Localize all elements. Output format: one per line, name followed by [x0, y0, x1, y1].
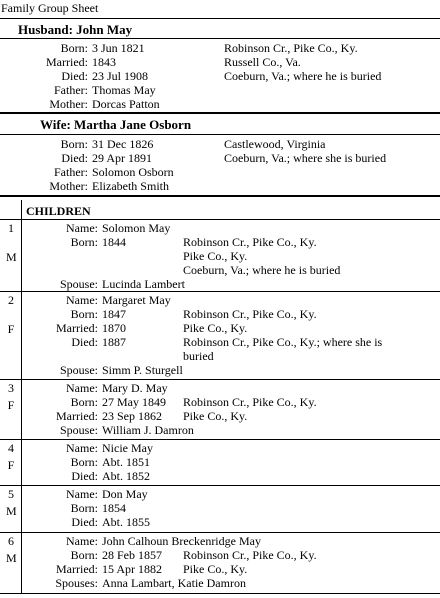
child-detail-place: Robinson Cr., Pike Co., Ky.	[183, 395, 317, 409]
child-detail-label: Born:	[70, 501, 98, 515]
wife-heading: Wife: Martha Jane Osborn	[40, 117, 192, 132]
child-sex: F	[7, 322, 15, 336]
child-detail-value: Nicie May	[102, 441, 153, 455]
child-detail-label: Spouse:	[59, 423, 98, 437]
detail-place: Russell Co., Va.	[224, 55, 301, 69]
child-detail-label: Born:	[70, 307, 98, 321]
divider	[0, 439, 440, 440]
child-detail-place: Pike Co., Ky.	[183, 321, 248, 335]
child-detail-value: Abt. 1855	[102, 515, 150, 529]
divider	[0, 485, 440, 486]
child-detail-value: 15 Apr 1882	[102, 562, 162, 576]
detail-value: Thomas May	[92, 83, 156, 97]
child-detail-place: Pike Co., Ky.	[183, 409, 248, 423]
detail-place: Coeburn, Va.; where she is buried	[224, 151, 387, 165]
child-detail-value: 1847	[102, 307, 126, 321]
child-detail-label: Died:	[71, 335, 98, 349]
child-detail-label: Married:	[56, 562, 98, 576]
child-detail-value: Anna Lambart, Katie Damron	[102, 576, 246, 590]
child-detail-value: Simm P. Sturgell	[102, 363, 183, 377]
child-detail-label: Name:	[66, 534, 98, 548]
child-detail-value: Abt. 1852	[102, 469, 150, 483]
child-detail-place: buried	[183, 349, 214, 363]
child-detail-value: Margaret May	[102, 293, 171, 307]
detail-label: Married:	[46, 55, 88, 69]
detail-value: Elizabeth Smith	[92, 179, 169, 193]
child-detail-label: Born:	[70, 455, 98, 469]
divider	[0, 532, 440, 533]
child-detail-label: Married:	[56, 409, 98, 423]
child-number: 2	[8, 293, 14, 307]
detail-label: Born:	[60, 41, 88, 55]
child-sex: M	[6, 551, 17, 565]
detail-place: Coeburn, Va.; where he is buried	[224, 69, 382, 83]
child-detail-place: Coeburn, Va.; where he is buried	[183, 263, 341, 277]
child-detail-label: Name:	[66, 487, 98, 501]
child-detail-label: Born:	[70, 395, 98, 409]
child-detail-label: Married:	[56, 321, 98, 335]
child-detail-label: Born:	[70, 235, 98, 249]
child-detail-value: 27 May 1849	[102, 395, 166, 409]
child-sex: M	[6, 504, 17, 518]
child-detail-place: Robinson Cr., Pike Co., Ky.	[183, 307, 317, 321]
child-detail-value: William J. Damron	[102, 423, 194, 437]
detail-value: Solomon Osborn	[92, 165, 174, 179]
child-number: 6	[8, 534, 14, 548]
divider	[0, 593, 440, 594]
child-sex: F	[7, 398, 15, 412]
divider	[0, 112, 440, 114]
child-detail-place: Robinson Cr., Pike Co., Ky.; where she is	[183, 335, 383, 349]
husband-heading: Husband: John May	[18, 22, 133, 37]
detail-label: Father:	[54, 83, 88, 97]
detail-value: 1843	[92, 55, 116, 69]
detail-place: Castlewood, Virginia	[224, 137, 326, 151]
detail-value: Dorcas Patton	[92, 97, 160, 111]
child-detail-value: Solomon May	[102, 221, 171, 235]
child-detail-place: Pike Co., Ky.	[183, 562, 248, 576]
detail-label: Died:	[61, 151, 88, 165]
child-detail-label: Died:	[71, 469, 98, 483]
child-detail-label: Name:	[66, 381, 98, 395]
child-number: 1	[8, 221, 14, 235]
detail-label: Father:	[54, 165, 88, 179]
divider	[0, 219, 440, 220]
child-detail-value: John Calhoun Breckenridge May	[102, 534, 261, 548]
child-detail-label: Spouse:	[59, 277, 98, 291]
child-detail-value: 28 Feb 1857	[102, 548, 162, 562]
detail-label: Died:	[61, 69, 88, 83]
child-detail-value: Lucinda Lambert	[102, 277, 185, 291]
child-number: 4	[8, 441, 14, 455]
child-detail-place: Pike Co., Ky.	[183, 249, 248, 263]
detail-value: 31 Dec 1826	[92, 137, 154, 151]
child-detail-value: 1887	[102, 335, 126, 349]
child-detail-label: Name:	[66, 221, 98, 235]
detail-value: 3 Jun 1821	[92, 41, 145, 55]
divider	[0, 379, 440, 380]
detail-label: Born:	[60, 137, 88, 151]
child-number: 5	[8, 487, 14, 501]
divider	[0, 195, 440, 197]
child-detail-value: 23 Sep 1862	[102, 409, 162, 423]
divider	[0, 291, 440, 292]
child-detail-value: Abt. 1851	[102, 455, 150, 469]
child-detail-value: 1854	[102, 501, 126, 515]
child-detail-value: Mary D. May	[102, 381, 168, 395]
detail-place: Robinson Cr., Pike Co., Ky.	[224, 41, 358, 55]
child-sex: F	[7, 458, 15, 472]
detail-label: Mother:	[49, 97, 88, 111]
divider	[0, 38, 440, 39]
child-detail-value: 1844	[102, 235, 126, 249]
child-detail-value: 1870	[102, 321, 126, 335]
detail-label: Mother:	[49, 179, 88, 193]
child-detail-label: Spouses:	[55, 576, 98, 590]
child-detail-value: Don May	[102, 487, 148, 501]
page-title: Family Group Sheet	[1, 1, 99, 15]
child-detail-label: Name:	[66, 293, 98, 307]
children-heading: CHILDREN	[26, 204, 91, 218]
child-number: 3	[8, 381, 14, 395]
child-detail-place: Robinson Cr., Pike Co., Ky.	[183, 235, 317, 249]
child-sex: M	[6, 250, 17, 264]
child-detail-label: Died:	[71, 515, 98, 529]
child-detail-label: Spouse:	[59, 363, 98, 377]
child-detail-place: Robinson Cr., Pike Co., Ky.	[183, 548, 317, 562]
detail-value: 29 Apr 1891	[92, 151, 152, 165]
detail-value: 23 Jul 1908	[92, 69, 149, 83]
child-detail-label: Born:	[70, 548, 98, 562]
divider	[0, 18, 440, 19]
child-detail-label: Name:	[66, 441, 98, 455]
divider	[0, 134, 440, 135]
